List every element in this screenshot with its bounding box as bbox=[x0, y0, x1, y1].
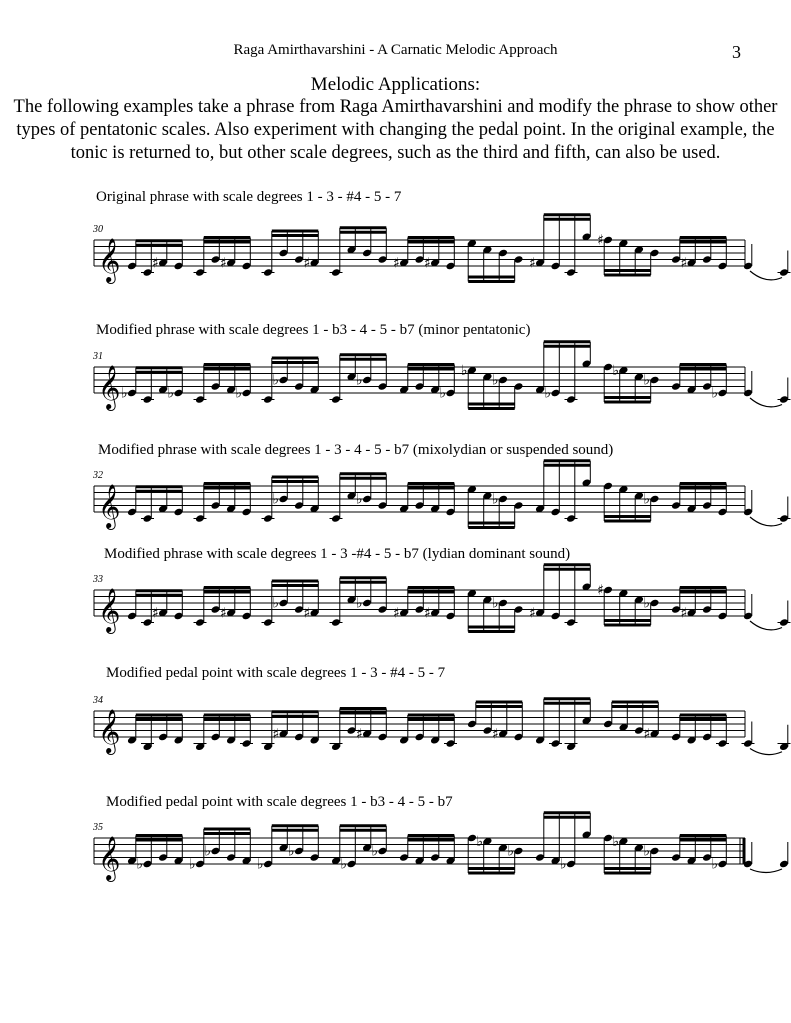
flat-icon: ♭ bbox=[612, 362, 620, 379]
sharp-icon: ♯ bbox=[152, 605, 159, 622]
flat-icon: ♭ bbox=[288, 843, 295, 860]
flat-icon: ♭ bbox=[476, 833, 484, 850]
sharp-icon: ♯ bbox=[492, 726, 499, 743]
flat-icon: ♭ bbox=[643, 595, 651, 612]
flat-icon: ♭ bbox=[204, 843, 212, 860]
flat-icon: ♭ bbox=[439, 385, 447, 402]
example-2-measure-number: 31 bbox=[93, 351, 103, 362]
sharp-icon: ♯ bbox=[356, 726, 363, 743]
flat-icon: ♭ bbox=[612, 833, 620, 850]
sharp-icon: ♯ bbox=[680, 255, 688, 272]
example-2-caption: Modified phrase with scale degrees 1 - b3 - 4 - 5 - b7 (minor pentatonic) bbox=[96, 322, 531, 338]
flat-icon: ♭ bbox=[711, 856, 719, 873]
flat-icon: ♭ bbox=[167, 385, 175, 402]
tie-curve bbox=[750, 869, 782, 873]
example-1-measure-number: 30 bbox=[93, 224, 103, 235]
flat-icon: ♭ bbox=[121, 385, 128, 402]
flat-icon: ♭ bbox=[189, 856, 196, 873]
flat-icon: ♭ bbox=[272, 372, 280, 389]
treble-clef-icon: 𝄞 bbox=[98, 238, 121, 282]
example-1-staff bbox=[0, 230, 791, 290]
sharp-icon: ♯ bbox=[597, 232, 604, 249]
sharp-icon: ♯ bbox=[152, 255, 159, 272]
flat-icon: ♭ bbox=[356, 595, 363, 612]
example-3-measure-number: 32 bbox=[93, 470, 103, 481]
flat-icon: ♭ bbox=[371, 843, 379, 860]
flat-icon: ♭ bbox=[711, 385, 719, 402]
example-5-caption: Modified pedal point with scale degrees 1 - 3 - #4 - 5 - 7 bbox=[106, 665, 446, 681]
tie-curve bbox=[750, 398, 782, 407]
flat-icon: ♭ bbox=[356, 491, 363, 508]
treble-clef-icon: 𝄞 bbox=[98, 836, 121, 880]
sharp-icon: ♯ bbox=[424, 605, 431, 622]
example-6-measure-number: 35 bbox=[93, 822, 103, 833]
flat-icon: ♭ bbox=[544, 385, 552, 402]
example-3-staff bbox=[0, 476, 791, 536]
section-heading: Melodic Applications: bbox=[310, 74, 481, 95]
treble-clef-icon: 𝄞 bbox=[98, 709, 121, 753]
example-2-staff bbox=[0, 357, 791, 417]
sharp-icon: ♯ bbox=[597, 582, 604, 599]
example-5-staff bbox=[0, 701, 791, 761]
flat-icon: ♭ bbox=[643, 372, 651, 389]
sharp-icon: ♯ bbox=[529, 605, 536, 622]
sharp-icon: ♯ bbox=[393, 255, 400, 272]
flat-icon: ♭ bbox=[257, 856, 264, 873]
sharp-icon: ♯ bbox=[393, 605, 400, 622]
flat-icon: ♭ bbox=[136, 856, 144, 873]
flat-icon: ♭ bbox=[461, 362, 468, 379]
tie-curve bbox=[750, 271, 782, 280]
treble-clef-icon: 𝄞 bbox=[98, 588, 121, 632]
flat-icon: ♭ bbox=[235, 385, 243, 402]
tie-curve bbox=[750, 517, 782, 526]
running-header-title: Raga Amirthavarshini - A Carnatic Melodic Approach bbox=[233, 42, 558, 58]
final-barline-thick bbox=[743, 838, 746, 864]
sharp-icon: ♯ bbox=[303, 255, 311, 272]
sharp-icon: ♯ bbox=[303, 605, 311, 622]
example-4-staff bbox=[0, 580, 791, 640]
example-3-caption: Modified phrase with scale degrees 1 - 3 - 4 - 5 - b7 (mixolydian or suspended sound) bbox=[98, 442, 614, 458]
flat-icon: ♭ bbox=[507, 843, 515, 860]
flat-icon: ♭ bbox=[560, 856, 567, 873]
intro-paragraph: The following examples take a phrase from Raga Amirthavarshini and modify the phrase to show other types of pentatonic scales. Also experiment with changing the pedal point. In the original example, the tonic is returned to, but other scale degrees, such as the third and fifth, can also be used. bbox=[13, 97, 778, 163]
flat-icon: ♭ bbox=[643, 843, 651, 860]
flat-icon: ♭ bbox=[272, 491, 280, 508]
sharp-icon: ♯ bbox=[272, 726, 280, 743]
sharp-icon: ♯ bbox=[220, 255, 227, 272]
example-4-caption: Modified phrase with scale degrees 1 - 3 -#4 - 5 - b7 (lydian dominant sound) bbox=[104, 546, 571, 562]
example-4-measure-number: 33 bbox=[93, 574, 103, 585]
flat-icon: ♭ bbox=[272, 595, 280, 612]
sharp-icon: ♯ bbox=[220, 605, 227, 622]
sharp-icon: ♯ bbox=[643, 726, 651, 743]
flat-icon: ♭ bbox=[492, 595, 499, 612]
example-6-staff bbox=[0, 828, 791, 888]
example-6-caption: Modified pedal point with scale degrees 1 - b3 - 4 - 5 - b7 bbox=[106, 794, 453, 810]
page-number: 3 bbox=[732, 42, 741, 62]
sharp-icon: ♯ bbox=[680, 605, 688, 622]
example-5-measure-number: 34 bbox=[93, 695, 103, 706]
sharp-icon: ♯ bbox=[424, 255, 431, 272]
tie-curve bbox=[750, 621, 782, 630]
example-1-caption: Original phrase with scale degrees 1 - 3 - #4 - 5 - 7 bbox=[96, 189, 402, 205]
treble-clef-icon: 𝄞 bbox=[98, 365, 121, 409]
flat-icon: ♭ bbox=[643, 491, 651, 508]
flat-icon: ♭ bbox=[340, 856, 348, 873]
flat-icon: ♭ bbox=[356, 372, 363, 389]
flat-icon: ♭ bbox=[492, 491, 499, 508]
flat-icon: ♭ bbox=[492, 372, 499, 389]
sharp-icon: ♯ bbox=[529, 255, 536, 272]
tie-curve bbox=[750, 749, 782, 755]
treble-clef-icon: 𝄞 bbox=[98, 484, 121, 528]
